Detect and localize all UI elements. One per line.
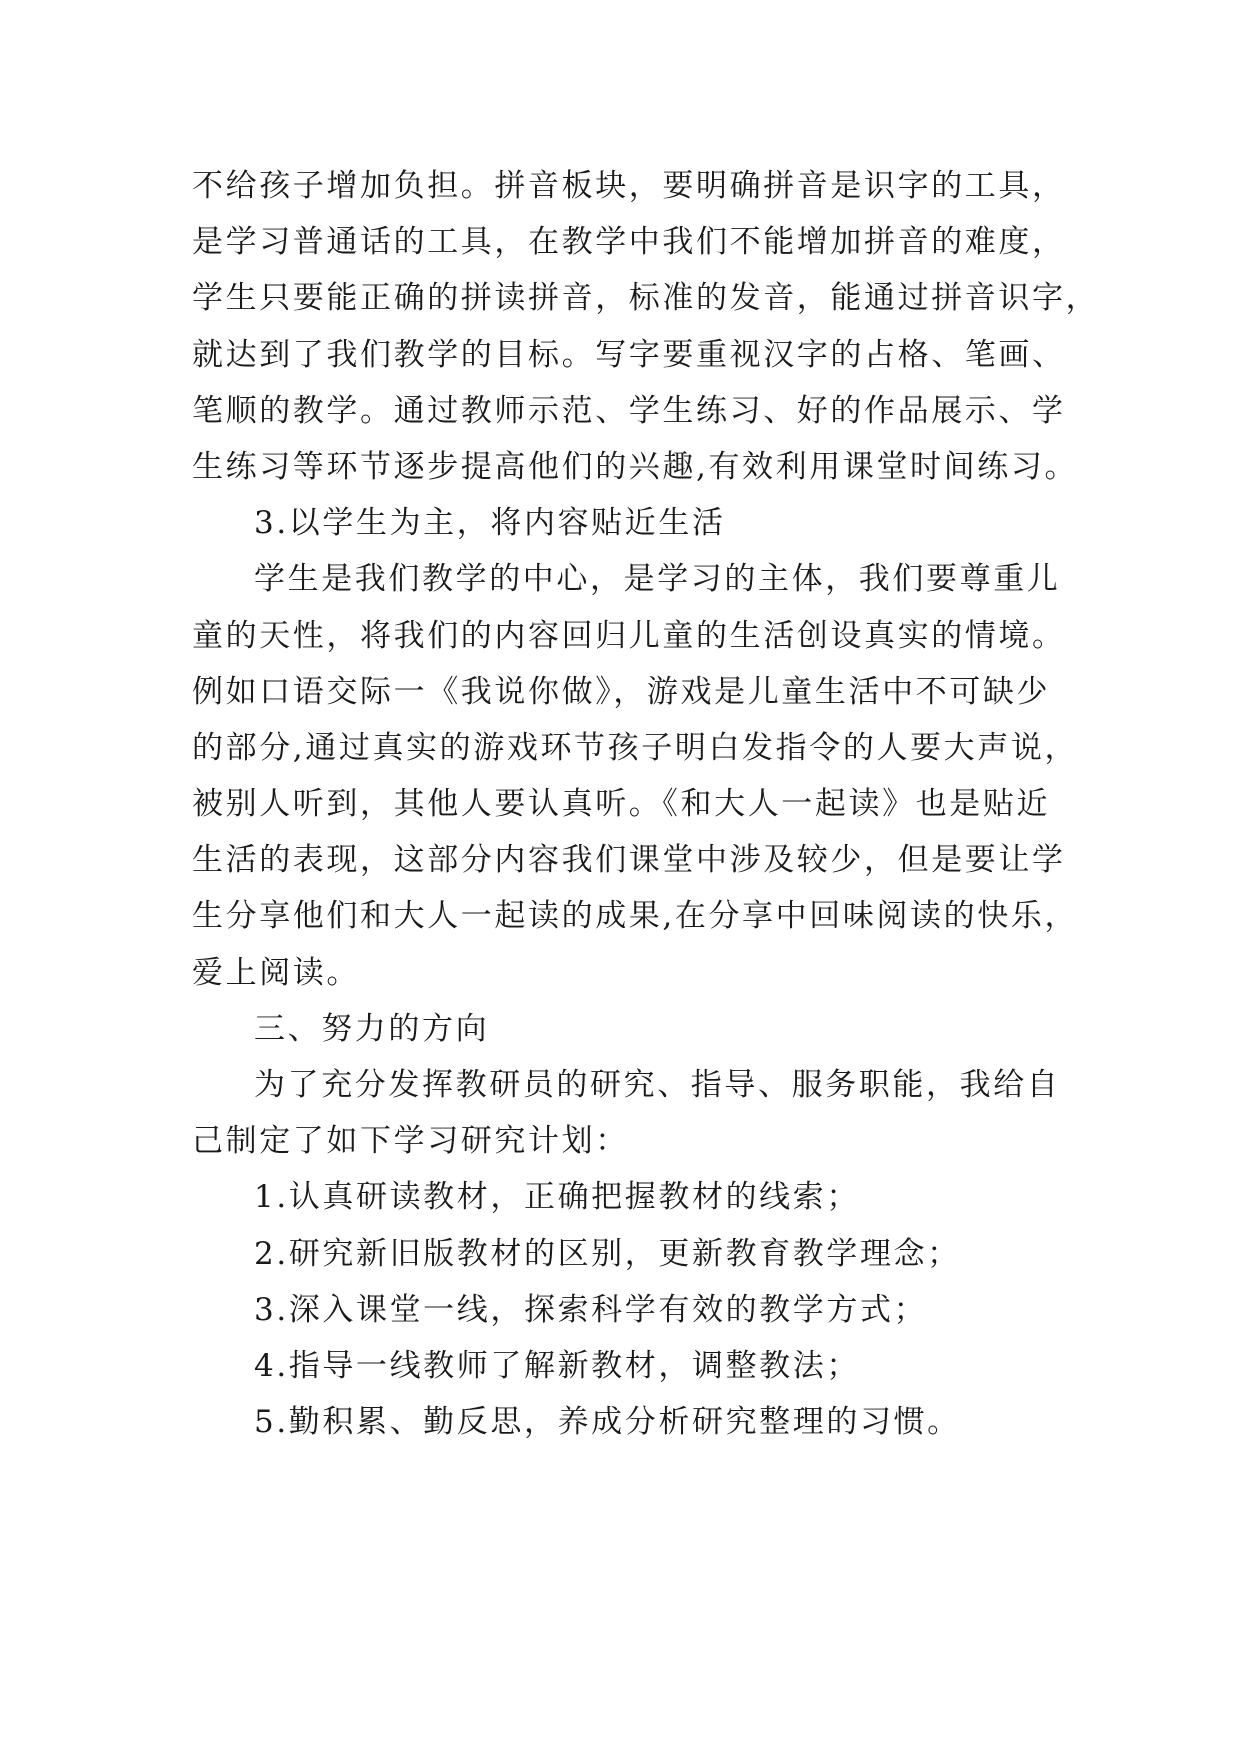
paragraph-line: 就达到了我们教学的目标。写字要重视汉字的占格、笔画、 <box>192 336 1066 373</box>
list-item: 1.认真研读教材，正确把握教材的线索； <box>254 1179 860 1216</box>
paragraph-line: 例如口语交际一《我说你做》，游戏是儿童生活中不可缺少 <box>192 673 1051 710</box>
paragraph-line: 生分享他们和大人一起读的成果,在分享中回味阅读的快乐， <box>192 898 1079 935</box>
paragraph-line: 童的天性，将我们的内容回归儿童的生活创设真实的情境。 <box>192 617 1066 654</box>
list-item: 2.研究新旧版教材的区别，更新教育教学理念； <box>254 1235 961 1272</box>
paragraph-line: 学生只要能正确的拼读拼音，标准的发音，能通过拼音识字， <box>192 280 1100 317</box>
paragraph-line: 笔顺的教学。通过教师示范、学生练习、好的作品展示、学 <box>192 392 1066 429</box>
list-item: 3.深入课堂一线，探索科学有效的教学方式； <box>254 1291 928 1328</box>
paragraph-line: 生练习等环节逐步提高他们的兴趣,有效利用课堂时间练习。 <box>192 448 1079 485</box>
paragraph-line: 的部分,通过真实的游戏环节孩子明白发指令的人要大声说， <box>192 729 1079 766</box>
section-heading: 三、努力的方向 <box>254 1010 490 1047</box>
paragraph-line: 为了充分发挥教研员的研究、指导、服务职能，我给自 <box>254 1067 1061 1103</box>
list-item: 5.勤积累、勤反思，养成分析研究整理的习惯。 <box>254 1404 961 1441</box>
paragraph-line: 生活的表现，这部分内容我们课堂中涉及较少，但是要让学 <box>192 842 1066 879</box>
section-heading: 3.以学生为主，将内容贴近生活 <box>254 505 726 542</box>
paragraph-line: 被别人听到，其他人要认真听。《和大人一起读》也是贴近 <box>192 786 1051 823</box>
paragraph-line: 爱上阅读。 <box>192 954 360 991</box>
document-body <box>192 158 1100 1450</box>
paragraph-line: 学生是我们教学的中心，是学习的主体，我们要尊重儿 <box>254 561 1061 598</box>
paragraph-line: 不给孩子增加负担。拼音板块，要明确拼音是识字的工具， <box>192 168 1066 204</box>
paragraph-line: 是学习普通话的工具，在教学中我们不能增加拼音的难度， <box>192 224 1066 261</box>
list-item: 4.指导一线教师了解新教材，调整教法； <box>254 1347 860 1384</box>
paragraph-line: 己制定了如下学习研究计划： <box>192 1123 629 1160</box>
